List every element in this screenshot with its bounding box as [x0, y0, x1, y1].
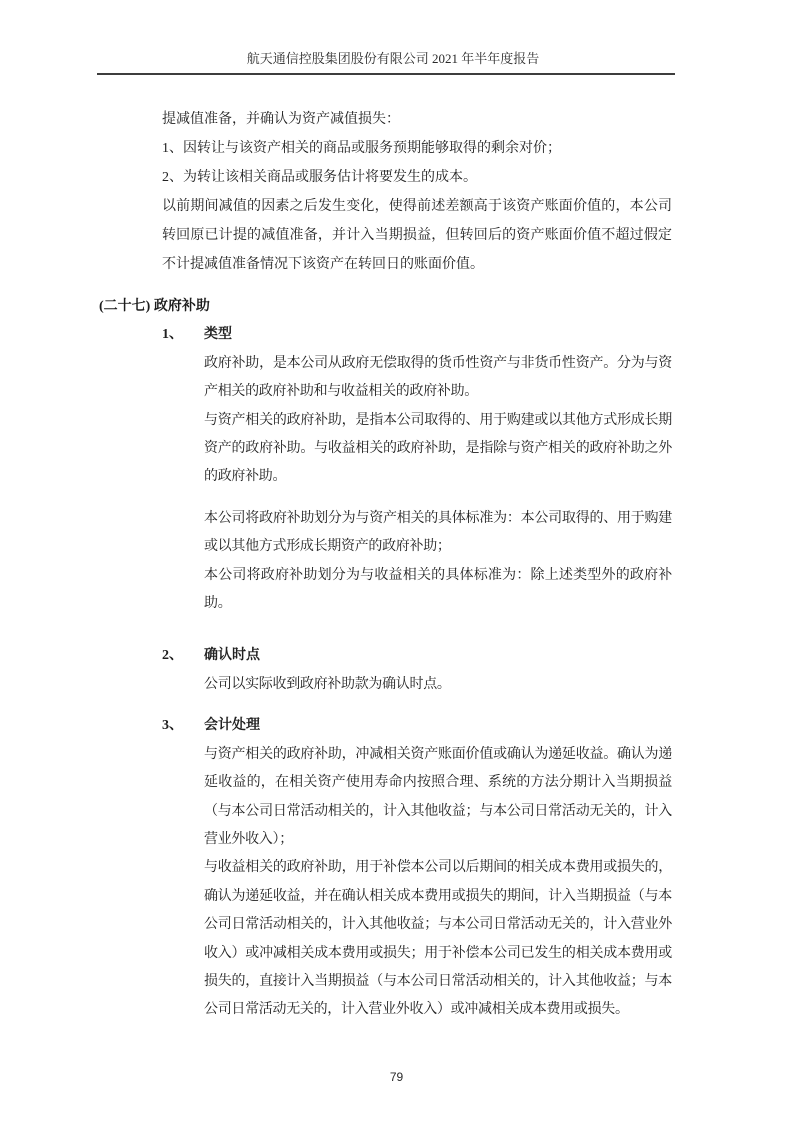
subsection-title: 会计处理 — [204, 718, 260, 734]
subsection-number: 1、 — [162, 327, 183, 343]
subsection-title: 确认时点 — [204, 648, 260, 664]
subsection-title-row — [162, 642, 672, 670]
subsection-title-row — [162, 321, 672, 349]
page-content — [0, 105, 793, 1025]
continuation-line: 1、因转让与该资产相关的商品或服务预期能够取得的剩余对价； — [162, 141, 561, 156]
section-heading-government-grants: (二十七) 政府补助 — [99, 299, 210, 314]
impairment-continuation-block — [162, 105, 672, 279]
subsection-body — [204, 741, 672, 1025]
subsection-body — [204, 350, 672, 619]
continuation-paragraph: 以前期间减值的因素之后发生变化，使得前述差额高于该资产账面价值的，本公司转回原已计提的减值准备，并计入当期损益，但转回后的资产账面价值不超过假定不计提减值准备情况下该资产在转回日的账面价值。 — [162, 199, 672, 272]
continuation-line: 提减值准备，并确认为资产减值损失： — [162, 112, 400, 127]
subsection-recognition-timing — [99, 642, 672, 699]
report-header-title: 航天通信控股集团股份有限公司 2021 年半年度报告 — [246, 51, 540, 66]
paragraph: 政府补助，是本公司从政府无偿取得的货币性资产与非货币性资产。分为与资产相关的政府补助和与收益相关的政府补助。 — [204, 355, 672, 400]
page-number: 79 — [389, 1070, 404, 1084]
continuation-line: 2、为转让该相关商品或服务估计将要发生的成本。 — [162, 170, 477, 185]
subsection-accounting-treatment — [99, 712, 672, 1024]
paragraph: 公司以实际收到政府补助款为确认时点。 — [204, 676, 451, 692]
paragraph: 本公司将政府补助划分为与资产相关的具体标准为：本公司取得的、用于购建或以其他方式形成长期资产的政府补助； — [204, 510, 672, 555]
subsection-number: 2、 — [162, 648, 183, 664]
paragraph: 本公司将政府补助划分为与收益相关的具体标准为：除上述类型外的政府补助。 — [204, 567, 672, 612]
paragraph: 与资产相关的政府补助，冲减相关资产账面价值或确认为递延收益。确认为递延收益的，在相关资产使用寿命内按照合理、系统的方法分期计入当期损益（与本公司日常活动相关的，计入其他收益；与本公司日常活动无关的，计入营业外收入）； — [204, 746, 672, 847]
subsection-title-row — [162, 712, 672, 740]
subsection-title: 类型 — [204, 327, 232, 343]
paragraph: 与收益相关的政府补助，用于补偿本公司以后期间的相关成本费用或损失的，确认为递延收益，并在确认相关成本费用或损失的期间，计入当期损益（与本公司日常活动相关的，计入其他收益；与本公司日常活动无关的，计入营业外收入）或冲减相关成本费用或损失；用于补偿本公司已发生的相关成本费用或损失的，直接计入当期损益（与本公司日常活动相关的，计入其他收益；与本公司日常活动无关的，计入营业外收入）或冲减相关成本费用或损失。 — [204, 860, 672, 1018]
paragraph: 与资产相关的政府补助，是指本公司取得的、用于购建或以其他方式形成长期资产的政府补助。与收益相关的政府补助，是指除与资产相关的政府补助之外的政府补助。 — [204, 412, 672, 485]
subsection-type — [99, 321, 672, 618]
page-header — [97, 0, 675, 75]
page-footer — [0, 1070, 793, 1084]
subsection-number: 3、 — [162, 718, 183, 734]
subsection-body — [204, 671, 672, 699]
